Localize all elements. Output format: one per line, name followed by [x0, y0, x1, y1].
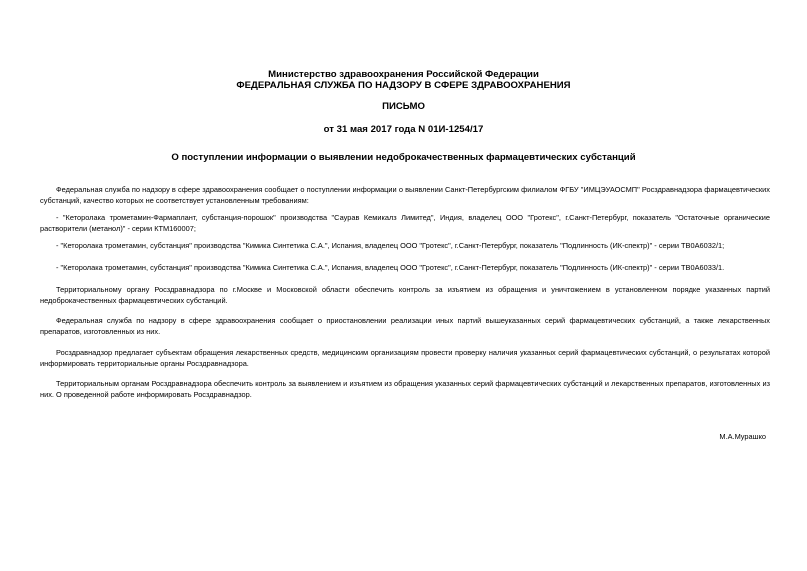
paragraph-intro: Федеральная служба по надзору в сфере здравоохранения сообщает о поступлении информации о выявлении Санкт-Петербургским филиалом ФГБУ "ИМЦЭУАОСМП" Росздравнадзора фармацевтических субстанций, качество которых не соответствует установленным требованиям:	[40, 185, 770, 205]
document-type: ПИСЬМО	[382, 101, 425, 112]
service-title: ФЕДЕРАЛЬНАЯ СЛУЖБА ПО НАДЗОРУ В СФЕРЕ ЗДРАВООХРАНЕНИЯ	[236, 80, 571, 91]
signature: М.А.Мурашко	[719, 432, 766, 441]
paragraph-item-1: - "Кеторолака трометамин-Фармаплант, субстанция-порошок" производства "Саурав Кемикалз Лимитед", Индия, владелец ООО "Гротекс", г.Санкт-Петербург, показатель "Остаточные органические растворители (метанол)" - серии КТМ160007;	[40, 213, 770, 233]
paragraph-territorial-moscow: Территориальному органу Росздравнадзора по г.Москве и Московской области обеспечить контроль за изъятием из обращения и уничтожением в установленном порядке указанных партий недоброкачественных фармацевтических субстанций.	[40, 285, 770, 305]
paragraph-item-2: - "Кеторолака трометамин, субстанция" производства "Кимика Синтетика С.А.", Испания, владелец ООО "Гротекс", г.Санкт-Петербург, показатель "Подлинность (ИК-спектр)" - серии ТВ0А6032/1;	[56, 241, 725, 250]
paragraph-check-proposal: Росздравнадзор предлагает субъектам обращения лекарственных средств, медицинским организациям провести проверку наличия указанных серий фармацевтических субстанций, о результатах которой информировать территориальные органы Росздравнадзора.	[40, 348, 770, 368]
paragraph-item-3: - "Кеторолака трометамин, субстанция" производства "Кимика Синтетика С.А.", Испания, владелец ООО "Гротекс", г.Санкт-Петербург, показатель "Подлинность (ИК-спектр)" - серии ТВ0А6033/1.	[56, 263, 725, 272]
document-date-number: от 31 мая 2017 года N 01И-1254/17	[323, 124, 484, 135]
document-subject: О поступлении информации о выявлении недоброкачественных фармацевтических субстанций	[171, 152, 636, 163]
paragraph-territorial-control: Территориальным органам Росздравнадзора обеспечить контроль за выявлением и изъятием из обращения указанных серий фармацевтических субстанций и лекарственных препаратов, изготовленных из них. О проведенной работе информировать Росздравнадзор.	[40, 379, 770, 399]
ministry-title: Министерство здравоохранения Российской Федерации	[268, 69, 539, 80]
paragraph-suspension: Федеральная служба по надзору в сфере здравоохранения сообщает о приостановлении реализации иных партий вышеуказанных серий фармацевтических субстанций, а также лекарственных препаратов, изготовленных из них.	[40, 316, 770, 336]
